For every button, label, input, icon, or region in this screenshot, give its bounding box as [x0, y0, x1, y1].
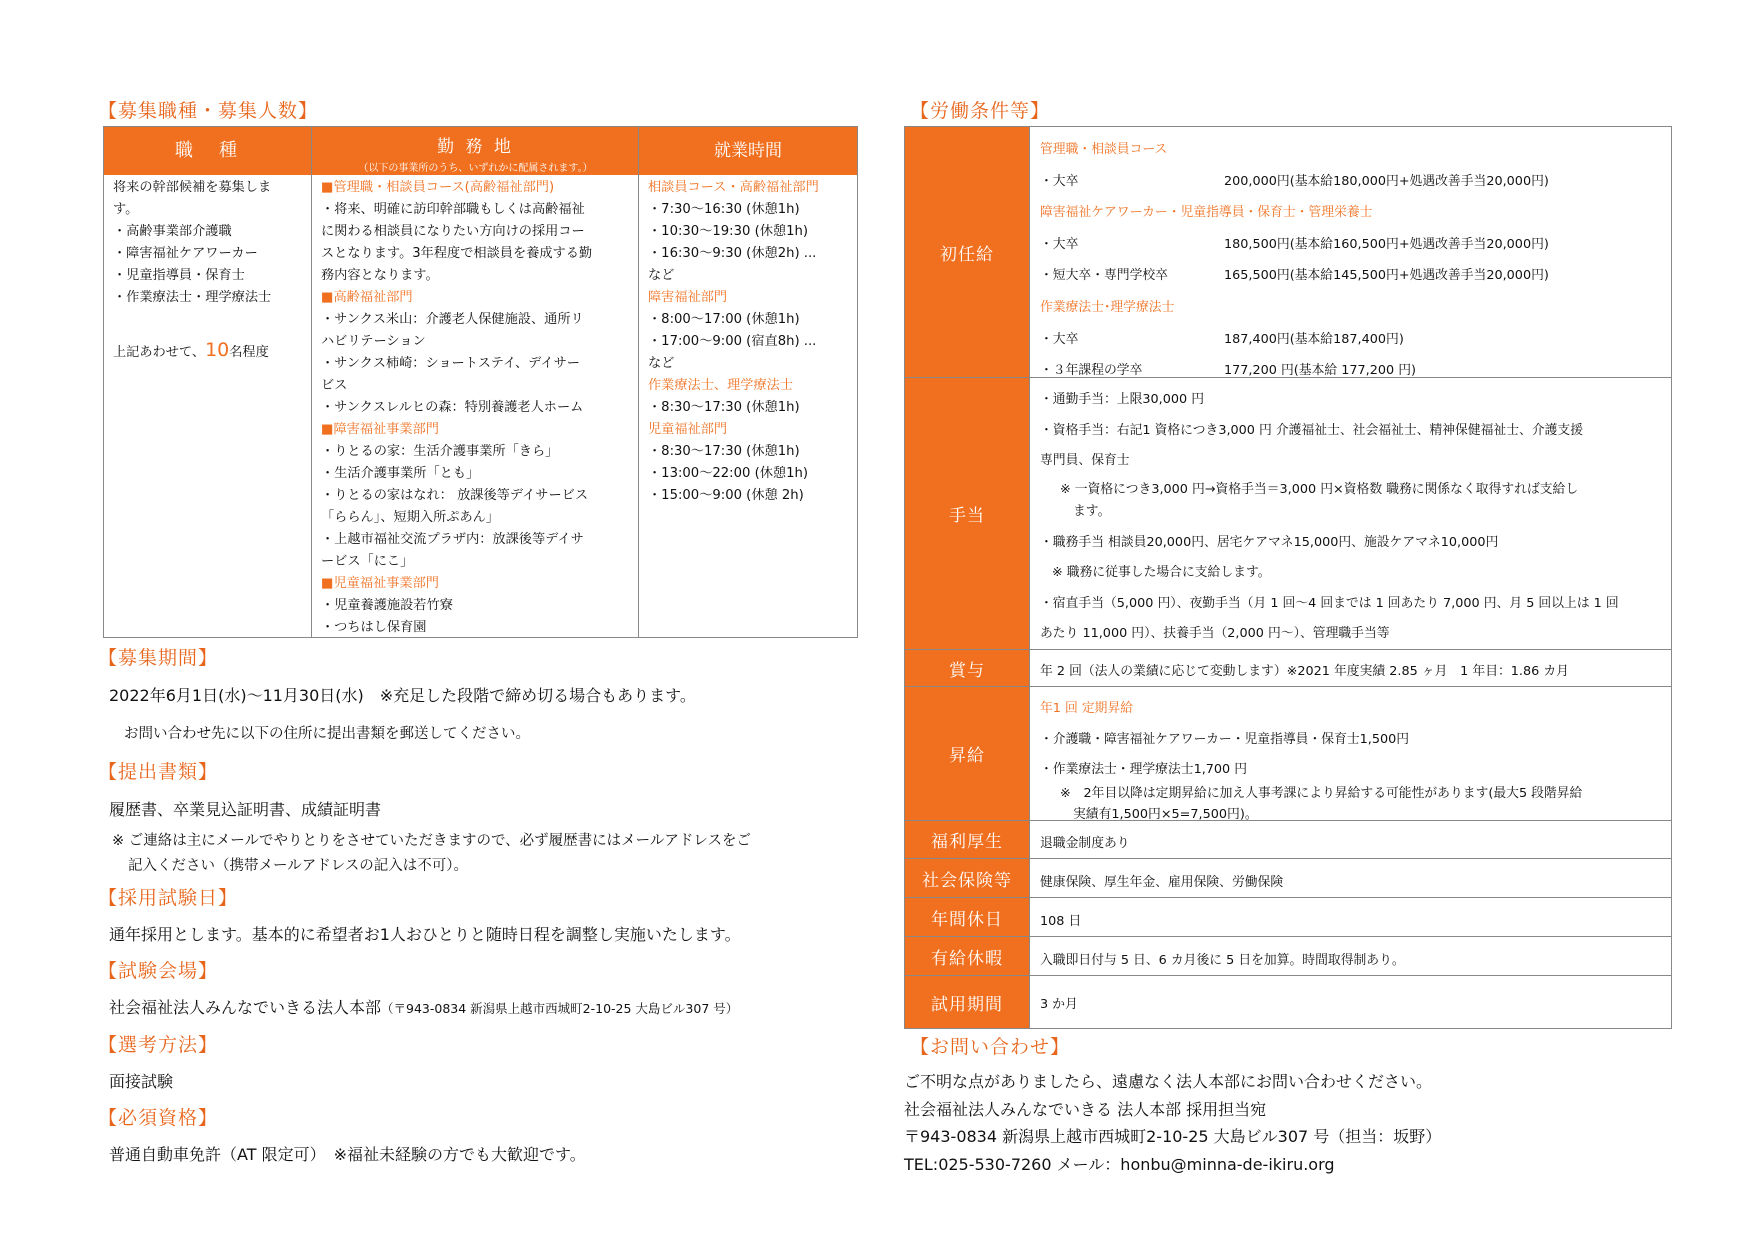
holidays-text: 108 日 — [1040, 914, 1082, 929]
hours-column — [639, 175, 857, 637]
docs-note: ※ ご連絡は主にメールでやりとりをさせていただきますので、必ず履歴書にはメールアドレスをご — [112, 833, 751, 849]
docs-section-title: 【提出書類】 — [98, 761, 219, 783]
detail-line: ・生活介護事業所「とも」 — [321, 466, 480, 481]
allowance-note: ※ 一資格につき3,000 円→資格手当＝3,000 円×資格数 職務に関係なく取得すれば支給し — [1060, 482, 1579, 497]
salary-course: 作業療法士･理学療法士 — [1040, 300, 1175, 315]
raise-body — [1029, 687, 1671, 820]
bonus-row — [905, 650, 1671, 687]
category-heading: 児童福祉部門 — [648, 422, 728, 437]
allowance-line: 専門員、保育士 — [1040, 453, 1130, 468]
detail-line: ・8:00～17:00 (休憩1h) — [648, 312, 800, 327]
job-total-number: 10 — [205, 339, 230, 361]
exam-date-text: 通年採用とします。基本的に希望者お1人おひとりと随時日程を調整し実施いたします。 — [109, 925, 741, 944]
salary-item-name: ・大卒 — [1040, 237, 1079, 252]
category-heading: 作業療法士、理学療法士 — [648, 378, 794, 393]
header-job: 職 種 — [104, 127, 312, 175]
period-text: 2022年6月1日(水)～11月30日(水) ※充足した段階で締め切る場合もあります。 — [109, 686, 696, 705]
detail-line: ・8:30～17:30 (休憩1h) — [648, 444, 800, 459]
allowance-line: ・資格手当：右記1 資格につき3,000 円 介護福祉士、社会福祉士、精神保健福祉士、介護支援 — [1040, 423, 1584, 438]
salary-label: 初任給 — [905, 127, 1029, 377]
raise-line: 年1 回 定期昇給 — [1040, 701, 1134, 716]
docs-text: 履歴書、卒業見込証明書、成績証明書 — [109, 800, 382, 819]
job-column — [104, 175, 312, 637]
holidays-label: 年間休日 — [905, 898, 1029, 936]
allowance-line: ・通勤手当：上限30,000 円 — [1040, 392, 1205, 407]
salary-item-name: ・短大卒・専門学校卒 — [1040, 268, 1168, 283]
detail-line: ・サンクス柿崎：ショートステイ、デイサー — [321, 356, 580, 371]
detail-line: ・児童養護施設若竹寮 — [321, 598, 453, 613]
salary-course: 障害福祉ケアワーカー・児童指導員・保育士・管理栄養士 — [1040, 205, 1373, 220]
trial-text: 3 か月 — [1040, 997, 1078, 1012]
detail-line: ・つちはし保育園 — [321, 620, 427, 635]
paid-leave-text: 入職即日付与 5 日、6 カ月後に 5 日を加算。時間取得制あり。 — [1040, 953, 1405, 968]
detail-line: など — [648, 268, 675, 283]
allowance-line: ・宿直手当（5,000 円）、夜勤手当（月 1 回～4 回までは 1 回あたり 7,000 円、月 5 回以上は 1 回 — [1040, 596, 1619, 611]
detail-line: ・サンクスレルヒの森：特別養護老人ホーム — [321, 400, 584, 415]
job-line: ・障害福祉ケアワーカー — [113, 246, 258, 261]
salary-item-name: ・大卒 — [1040, 332, 1079, 347]
method-section-title: 【選考方法】 — [98, 1034, 219, 1056]
raise-note: ※ 2年目以降は定期昇給に加え人事考課により昇給する可能性があります(最大5 段階昇給 — [1060, 786, 1583, 801]
allowance-note: ます。 — [1073, 504, 1111, 519]
raise-line: ・作業療法士・理学療法士1,700 円 — [1040, 762, 1248, 777]
job-line: ・作業療法士・理学療法士 — [113, 290, 272, 305]
allowance-body — [1029, 378, 1671, 649]
raise-line: ・介護職・障害福祉ケアワーカー・児童指導員・保育士1,500円 — [1040, 732, 1410, 747]
category-heading: 相談員コース・高齢福祉部門 — [648, 180, 819, 195]
allowance-line: あたり 11,000 円）、扶養手当（2,000 円～）、管理職手当等 — [1040, 626, 1390, 641]
detail-line: ・将来、明確に訪印幹部職もしくは高齢福祉 — [321, 202, 585, 217]
place-column — [312, 175, 639, 637]
raise-row — [905, 687, 1671, 821]
detail-line: ビス — [321, 378, 348, 393]
raise-label: 昇給 — [905, 687, 1029, 820]
method-text: 面接試験 — [109, 1072, 174, 1091]
job-total-prefix: 上記あわせて、 — [113, 345, 206, 360]
detail-line: に関わる相談員になりたい方向けの採用コー — [321, 224, 585, 239]
job-total — [113, 339, 304, 364]
trial-body — [1029, 976, 1671, 1028]
qualification-text: 普通自動車免許（AT 限定可） ※福祉未経験の方でも大歓迎です。 — [109, 1145, 586, 1164]
detail-line: など — [648, 356, 675, 371]
allowance-row — [905, 378, 1671, 650]
job-line: 将来の幹部候補を募集しま — [113, 180, 272, 195]
detail-line: ・7:30～16:30 (休憩1h) — [648, 202, 800, 217]
bonus-body — [1029, 650, 1671, 686]
header-hours: 就業時間 — [639, 127, 857, 175]
exam-date-section-title: 【採用試験日】 — [98, 887, 239, 909]
paid-leave-label: 有給休暇 — [905, 937, 1029, 975]
insurance-body — [1029, 859, 1671, 897]
trial-row — [905, 976, 1671, 1028]
detail-line: ・サンクス米山：介護老人保健施設、通所リ — [321, 312, 584, 327]
recruit-table — [103, 126, 858, 638]
bonus-text: 年 2 回（法人の業績に応じて変動します）※2021 年度実績 2.85 ヶ月 1 年目：1.86 カ月 — [1040, 664, 1569, 679]
contact-line: 社会福祉法人みんなでいきる 法人本部 採用担当宛 — [904, 1100, 1267, 1119]
category-heading: 障害福祉部門 — [648, 290, 728, 305]
salary-body — [1029, 127, 1671, 377]
detail-line: ービス「にこ」 — [321, 554, 414, 569]
holidays-row — [905, 898, 1671, 937]
job-line: ・高齢事業部介護職 — [113, 224, 232, 239]
paid-leave-row — [905, 937, 1671, 976]
detail-line: ・15:00～9:00 (休憩 2h) — [648, 488, 804, 503]
salary-item-value: 180,500円(基本給160,500円+処遇改善手当20,000円) — [1224, 237, 1549, 252]
contact-line: ご不明な点がありましたら、遠慮なく法人本部にお問い合わせください。 — [904, 1072, 1433, 1091]
header-place-subtitle: （以下の事業所のうち、いずれかに配属されます。） — [358, 163, 593, 174]
welfare-row — [905, 821, 1671, 859]
category-heading: ■障害福祉事業部門 — [321, 422, 439, 437]
job-total-suffix: 名程度 — [229, 345, 269, 360]
detail-line: ・17:00～9:00 (宿直8h) ... — [648, 334, 817, 349]
allowance-label: 手当 — [905, 378, 1029, 649]
detail-line: ・16:30～9:30 (休憩2h) ... — [648, 246, 817, 261]
detail-line: ・上越市福祉交流プラザ内：放課後等デイサ — [321, 532, 584, 547]
salary-item-value: 187,400円(基本給187,400円) — [1224, 332, 1404, 347]
detail-line: ・りとるの家：生活介護事業所「きら」 — [321, 444, 559, 459]
salary-item-name: ・大卒 — [1040, 174, 1079, 189]
header-place — [312, 127, 639, 175]
period-section-title: 【募集期間】 — [98, 647, 219, 669]
trial-label: 試用期間 — [905, 976, 1029, 1028]
contact-section-title: 【お問い合わせ】 — [910, 1036, 1071, 1058]
qualification-section-title: 【必須資格】 — [98, 1107, 219, 1129]
recruit-section-title: 【募集職種・募集人数】 — [98, 100, 319, 122]
detail-line: ハビリテーション — [321, 334, 426, 349]
contact-tel-email: TEL:025-530-7260 メール：honbu@minna-de-ikiru.org — [904, 1155, 1335, 1174]
allowance-line: ・職務手当 相談員20,000円、居宅ケアマネ15,000円、施設ケアマネ10,000円 — [1040, 535, 1499, 550]
venue-name: 社会福祉法人みんなでいきる法人本部 — [109, 998, 382, 1017]
detail-line: ・8:30～17:30 (休憩1h) — [648, 400, 800, 415]
category-heading: ■高齢福祉部門 — [321, 290, 413, 305]
docs-note-cont: 記入ください（携帯メールアドレスの記入は不可）。 — [128, 858, 469, 874]
allowance-note: ※ 職務に従事した場合に支給します。 — [1052, 565, 1271, 580]
conditions-section-title: 【労働条件等】 — [910, 100, 1051, 122]
contact-address: 〒943-0834 新潟県上越市西城町2-10-25 大島ビル307 号（担当：坂野） — [904, 1127, 1442, 1146]
salary-item-value: 177,200 円(基本給 177,200 円) — [1224, 363, 1417, 378]
salary-course: 管理職・相談員コース — [1040, 142, 1168, 157]
detail-line: 務内容となります。 — [321, 268, 439, 283]
venue-address: （〒943-0834 新潟県上越市西城町2-10-25 大島ビル307 号） — [381, 1001, 739, 1016]
paid-leave-body — [1029, 937, 1671, 975]
welfare-label: 福利厚生 — [905, 821, 1029, 858]
venue-section-title: 【試験会場】 — [98, 960, 219, 982]
category-heading: ■児童福祉事業部門 — [321, 576, 439, 591]
welfare-body — [1029, 821, 1671, 858]
bonus-label: 賞与 — [905, 650, 1029, 686]
raise-note: 実績有1,500円×5=7,500円)。 — [1073, 807, 1258, 822]
job-line: ・児童指導員・保育士 — [113, 268, 245, 283]
category-heading: ■管理職・相談員コース(高齢福祉部門) — [321, 180, 555, 195]
header-place-title: 勤 務 地 — [437, 137, 514, 157]
period-note: お問い合わせ先に以下の住所に提出書類を郵送してください。 — [124, 726, 530, 742]
salary-item-value: 165,500円(基本給145,500円+処遇改善手当20,000円) — [1224, 268, 1549, 283]
salary-item-name: ・３年課程の学卒 — [1040, 363, 1143, 378]
welfare-text: 退職金制度あり — [1040, 836, 1130, 851]
detail-line: 「ららん」、短期入所ぷあん」 — [321, 510, 500, 525]
job-line: す。 — [113, 202, 139, 217]
detail-line: ・りとるの家はなれ： 放課後等デイサービス — [321, 488, 589, 503]
insurance-row — [905, 859, 1671, 898]
detail-line: ・13:00～22:00 (休憩1h) — [648, 466, 808, 481]
detail-line: スとなります。3年程度で相談員を養成する勤 — [321, 246, 593, 261]
conditions-table — [904, 126, 1672, 1029]
insurance-label: 社会保険等 — [905, 859, 1029, 897]
venue-text — [109, 995, 738, 1018]
holidays-body — [1029, 898, 1671, 936]
detail-line: ・10:30～19:30 (休憩1h) — [648, 224, 808, 239]
insurance-text: 健康保険、厚生年金、雇用保険、労働保険 — [1040, 875, 1284, 890]
salary-row — [905, 127, 1671, 378]
salary-item-value: 200,000円(基本給180,000円+処遇改善手当20,000円) — [1224, 174, 1549, 189]
